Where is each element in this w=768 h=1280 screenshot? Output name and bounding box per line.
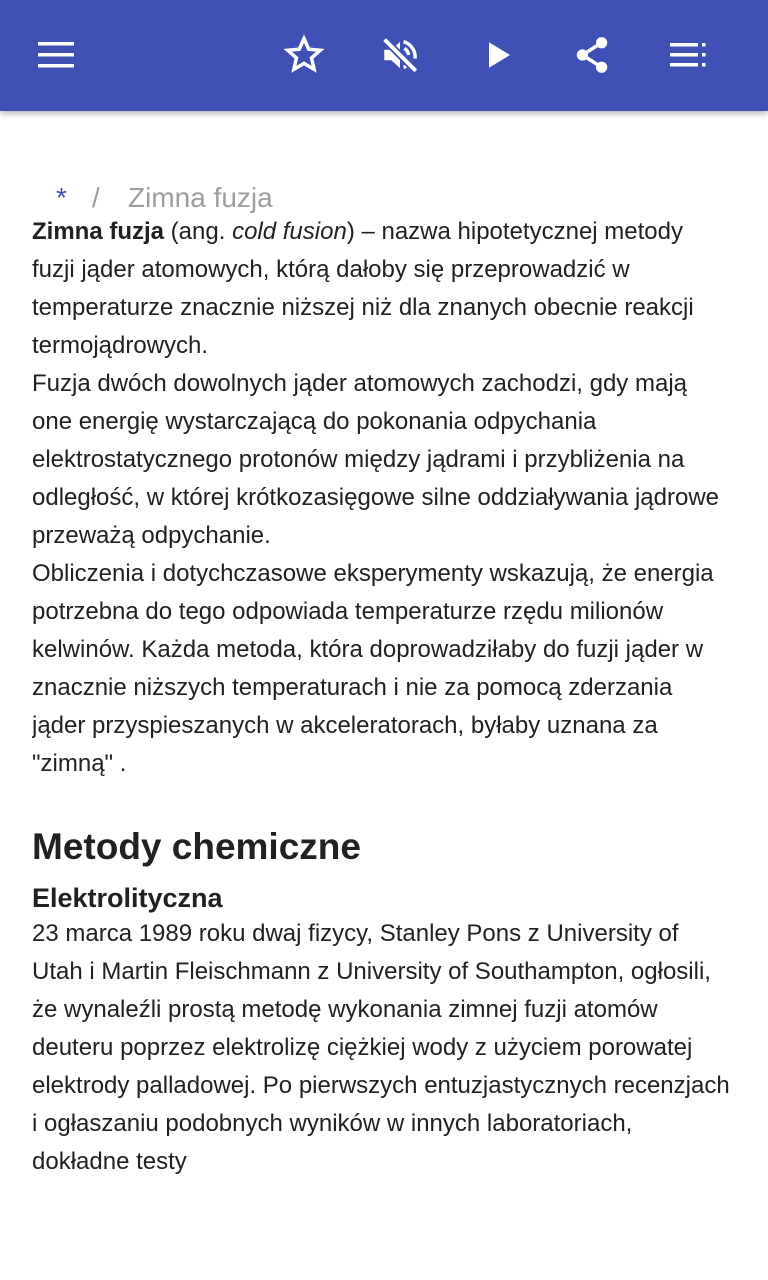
- breadcrumb-home-link[interactable]: *: [56, 182, 67, 213]
- playlist-icon[interactable]: [658, 25, 718, 85]
- volume-off-icon[interactable]: [370, 25, 430, 85]
- menu-icon[interactable]: [26, 25, 86, 85]
- intro-open: (ang.: [164, 218, 233, 245]
- article-term: Zimna fuzja: [32, 218, 165, 245]
- star-outline-icon[interactable]: [274, 25, 334, 85]
- intro-rest: ) – nazwa hipotetycznej metody fuzji jąder atomowych, którą dałoby się przeprowadzić w temperaturze znacznie niższej niż dla znanych obecnie reakcji termojądrowych.: [32, 218, 694, 359]
- article-content: [32, 111, 732, 1280]
- paragraph-electrolytic: 23 marca 1989 roku dwaj fizycy, Stanley Pons z University of Utah i Martin Fleischmann z University of Southampton, ogłosili, że wynaleźli prostą metodę wykonania zimnej fuzji atomów deuteru poprzez elektrolizę ciężkiej wody z użyciem porowatej elektrody palladowej. Po pierwszych entuzjastycznych recenzjach i ogłaszaniu podobnych wyników w innych laboratoriach, dokładne testy: [32, 920, 730, 1175]
- foreign-term: cold fusion: [232, 218, 347, 245]
- section-title: Metody chemiczne: [32, 826, 361, 867]
- share-icon[interactable]: [562, 25, 622, 85]
- paragraph-fusion: Fuzja dwóch dowolnych jąder atomowych zachodzi, gdy mają one energię wystarczającą do pokonania odpychania elektrostatycznego protonów między jądrami i przybliżenia na odległość, w której krótkozasięgowe silne oddziaływania jądrowe przeważą odpychanie.: [32, 370, 720, 549]
- subsection-title: Elektrolityczna: [32, 883, 223, 913]
- breadcrumb: [32, 183, 732, 213]
- breadcrumb-separator: /: [92, 182, 100, 213]
- play-icon[interactable]: [468, 25, 528, 85]
- breadcrumb-current: Zimna fuzja: [128, 182, 273, 213]
- paragraph-calculations: Obliczenia i dotychczasowe eksperymenty wskazują, że energia potrzebna do tego odpowiada temperaturze rzędu milionów kelwinów. Każda metoda, która doprowadziłaby do fuzji jąder w znacznie niższych temperaturach i nie za pomocą zderzania jąder przyspieszanych w akceleratorach, byłaby uznana za "zimną" .: [32, 560, 714, 777]
- app-toolbar: [0, 0, 768, 111]
- intro-paragraph: [32, 213, 732, 365]
